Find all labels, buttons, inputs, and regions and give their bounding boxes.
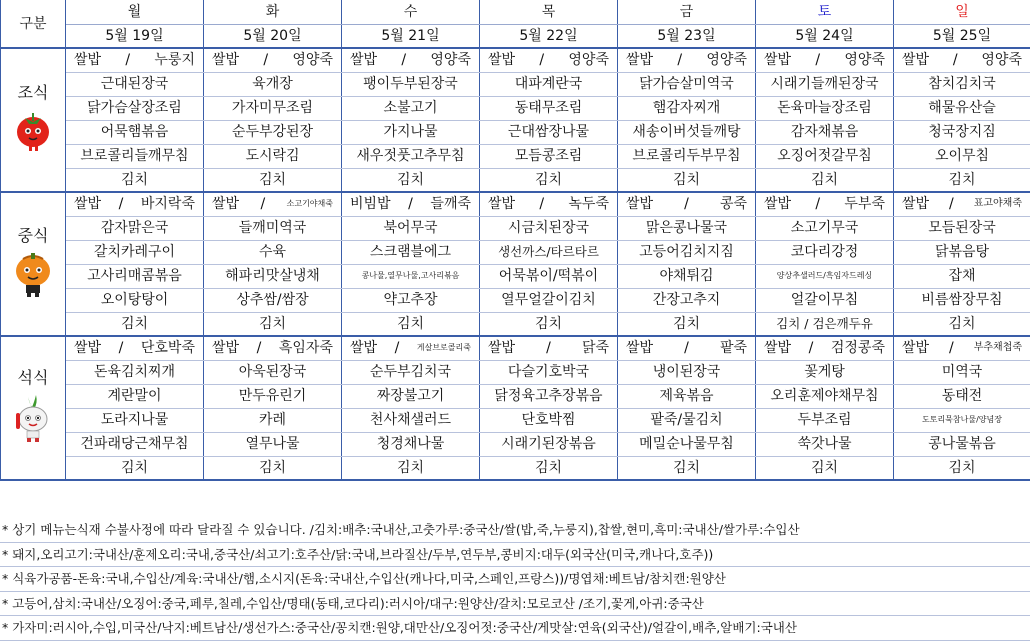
day-fri: 금 bbox=[618, 0, 756, 24]
menu-item: 간장고추지 bbox=[618, 288, 756, 312]
tomato-mascot-icon bbox=[3, 108, 63, 159]
rice-item: 비빔밥 bbox=[350, 196, 391, 213]
menu-row bbox=[1, 360, 1030, 384]
menu-row bbox=[1, 456, 1030, 480]
slash-divider: / bbox=[952, 52, 958, 69]
porridge-item: 부추채첩죽 bbox=[973, 342, 1022, 354]
menu-item: 쑥갓나물 bbox=[756, 432, 894, 456]
porridge-item: 게살브로콜리죽 bbox=[416, 343, 471, 353]
menu-item: 야채튀김 bbox=[618, 264, 756, 288]
menu-item: 도라지나물 bbox=[66, 408, 204, 432]
menu-item: 햄감자찌개 bbox=[618, 96, 756, 120]
day-wed: 수 bbox=[342, 0, 480, 24]
menu-row bbox=[1, 96, 1030, 120]
slash-divider: / bbox=[539, 52, 545, 69]
slash-divider: / bbox=[401, 52, 407, 69]
menu-item: 고사리매콤볶음 bbox=[66, 264, 204, 288]
menu-item: 감자채볶음 bbox=[756, 120, 894, 144]
day-mon: 월 bbox=[66, 0, 204, 24]
menu-item: 새우젓풋고추무침 bbox=[342, 144, 480, 168]
menu-item: 순두부강된장 bbox=[204, 120, 342, 144]
rice-row bbox=[1, 192, 1030, 216]
rice-cell bbox=[66, 336, 204, 360]
menu-item: 김치 bbox=[894, 312, 1030, 336]
date-wed: 5월 21일 bbox=[342, 24, 480, 48]
menu-row bbox=[1, 120, 1030, 144]
slash-divider: / bbox=[263, 52, 269, 69]
menu-item: 김치 bbox=[894, 168, 1030, 192]
date-tue: 5월 20일 bbox=[204, 24, 342, 48]
rice-cell bbox=[204, 336, 342, 360]
menu-item: 도시락김 bbox=[204, 144, 342, 168]
slash-divider: / bbox=[408, 196, 413, 213]
menu-item: 김치 bbox=[894, 456, 1030, 480]
menu-item: 소고기무국 bbox=[756, 216, 894, 240]
menu-item: 해물유산슬 bbox=[894, 96, 1030, 120]
date-thu: 5월 22일 bbox=[480, 24, 618, 48]
menu-item: 맑은콩나물국 bbox=[618, 216, 756, 240]
rice-row bbox=[1, 48, 1030, 72]
rice-cell bbox=[480, 48, 618, 72]
rice-item: 쌀밥 bbox=[74, 196, 102, 213]
slash-divider: / bbox=[677, 52, 683, 69]
rice-item: 쌀밥 bbox=[764, 340, 792, 357]
slash-divider: / bbox=[260, 196, 266, 213]
meal-label-cell bbox=[1, 336, 66, 480]
menu-item: 김치 bbox=[342, 168, 480, 192]
menu-row bbox=[1, 408, 1030, 432]
menu-item: 생선까스/타르타르 bbox=[480, 240, 618, 264]
rice-cell bbox=[894, 336, 1030, 360]
rice-item: 쌀밥 bbox=[488, 52, 516, 69]
rice-cell bbox=[894, 48, 1030, 72]
menu-item: 만두유린기 bbox=[204, 384, 342, 408]
rice-cell bbox=[66, 192, 204, 216]
menu-item: 콩나물,열무나물,고사리볶음 bbox=[342, 264, 480, 288]
rice-item: 쌀밥 bbox=[626, 340, 654, 357]
rice-cell bbox=[756, 336, 894, 360]
date-fri: 5월 23일 bbox=[618, 24, 756, 48]
gubun-header: 구분 bbox=[1, 0, 66, 48]
menu-item: 닭정육고추장볶음 bbox=[480, 384, 618, 408]
menu-row bbox=[1, 240, 1030, 264]
rice-cell bbox=[618, 48, 756, 72]
menu-item: 단호박찜 bbox=[480, 408, 618, 432]
menu-item: 돈육마늘장조림 bbox=[756, 96, 894, 120]
porridge-item: 콩죽 bbox=[719, 196, 747, 213]
rice-item: 쌀밥 bbox=[74, 340, 102, 357]
menu-item: 도토리묵참나물/양념장 bbox=[894, 408, 1030, 432]
porridge-item: 영양죽 bbox=[292, 52, 333, 69]
note-line: * 식육가공품-돈육:국내,수입산/계육:국내산/햄,소시지(돈육:국내산,수입산(캐나다,미국,스페인,프랑스))/명엽채:베트남/참치캔:원양산 bbox=[0, 567, 1030, 592]
porridge-item: 단호박죽 bbox=[140, 340, 195, 357]
menu-item: 천사채샐러드 bbox=[342, 408, 480, 432]
rice-cell bbox=[756, 192, 894, 216]
rice-cell bbox=[66, 48, 204, 72]
slash-divider: / bbox=[125, 52, 131, 69]
menu-item: 잡채 bbox=[894, 264, 1030, 288]
menu-item: 해파리맛살냉채 bbox=[204, 264, 342, 288]
menu-item: 닭가슴살장조림 bbox=[66, 96, 204, 120]
menu-item: 육개장 bbox=[204, 72, 342, 96]
menu-row bbox=[1, 264, 1030, 288]
rice-item: 쌀밥 bbox=[212, 52, 240, 69]
porridge-item: 표고야채죽 bbox=[973, 198, 1022, 210]
menu-item: 감자맑은국 bbox=[66, 216, 204, 240]
menu-item: 브로콜리들깨무침 bbox=[66, 144, 204, 168]
menu-item: 김치 / 검은깨두유 bbox=[756, 312, 894, 336]
rice-cell bbox=[618, 192, 756, 216]
rice-cell bbox=[204, 48, 342, 72]
porridge-item: 영양죽 bbox=[568, 52, 609, 69]
rice-cell bbox=[342, 336, 480, 360]
porridge-item: 영양죽 bbox=[430, 52, 471, 69]
rice-cell bbox=[618, 336, 756, 360]
menu-item: 팥죽/물김치 bbox=[618, 408, 756, 432]
menu-item: 청국장지짐 bbox=[894, 120, 1030, 144]
slash-divider: / bbox=[815, 52, 821, 69]
menu-item: 가지나물 bbox=[342, 120, 480, 144]
rice-row bbox=[1, 336, 1030, 360]
meal-name: 석식 bbox=[17, 367, 49, 387]
menu-item: 열무얼갈이김치 bbox=[480, 288, 618, 312]
menu-item: 김치 bbox=[480, 168, 618, 192]
menu-item: 열무나물 bbox=[204, 432, 342, 456]
porridge-item: 흑임자죽 bbox=[278, 340, 333, 357]
menu-item: 수육 bbox=[204, 240, 342, 264]
note-line: * 가자미:러시아,수입,미국산/낙지:베트남산/생선가스:중국산/꽁치캔:원양,대만산/오징어젓:중국산/게맛살:연육(외국산)/얼갈이,배추,알배기:국내산 bbox=[0, 616, 1030, 641]
meal-name: 중식 bbox=[17, 225, 49, 245]
slash-divider: / bbox=[684, 340, 689, 357]
menu-item: 상추쌈/쌈장 bbox=[204, 288, 342, 312]
menu-item: 다슬기호박국 bbox=[480, 360, 618, 384]
rice-cell bbox=[480, 192, 618, 216]
menu-item: 오리훈제야채무침 bbox=[756, 384, 894, 408]
day-sun: 일 bbox=[894, 0, 1030, 24]
slash-divider: / bbox=[815, 196, 821, 213]
menu-row bbox=[1, 72, 1030, 96]
menu-item: 닭가슴살미역국 bbox=[618, 72, 756, 96]
porridge-item: 닭죽 bbox=[581, 340, 609, 357]
menu-item: 꽃게탕 bbox=[756, 360, 894, 384]
menu-item: 모듬된장국 bbox=[894, 216, 1030, 240]
porridge-item: 녹두죽 bbox=[568, 196, 609, 213]
menu-item: 김치 bbox=[756, 168, 894, 192]
date-sat: 5월 24일 bbox=[756, 24, 894, 48]
menu-item: 고등어김치지짐 bbox=[618, 240, 756, 264]
menu-item: 두부조림 bbox=[756, 408, 894, 432]
porridge-item: 들깨죽 bbox=[430, 196, 471, 213]
notes-section bbox=[0, 518, 1030, 641]
menu-item: 오이무침 bbox=[894, 144, 1030, 168]
menu-item: 모듬콩조림 bbox=[480, 144, 618, 168]
menu-item: 비름쌈장무침 bbox=[894, 288, 1030, 312]
meal-label-cell bbox=[1, 48, 66, 192]
porridge-item: 두부죽 bbox=[844, 196, 885, 213]
menu-item: 동태무조림 bbox=[480, 96, 618, 120]
menu-item: 소불고기 bbox=[342, 96, 480, 120]
menu-item: 갈치카레구이 bbox=[66, 240, 204, 264]
menu-item: 순두부김치국 bbox=[342, 360, 480, 384]
menu-item: 브로콜리두부무침 bbox=[618, 144, 756, 168]
rice-item: 쌀밥 bbox=[350, 52, 378, 69]
radish-mascot-icon bbox=[3, 393, 63, 450]
menu-item: 김치 bbox=[204, 312, 342, 336]
menu-item: 닭볶음탕 bbox=[894, 240, 1030, 264]
menu-item: 아욱된장국 bbox=[204, 360, 342, 384]
menu-row bbox=[1, 288, 1030, 312]
menu-item: 냉이된장국 bbox=[618, 360, 756, 384]
menu-item: 북어무국 bbox=[342, 216, 480, 240]
date-header-row bbox=[1, 24, 1030, 48]
date-sun: 5월 25일 bbox=[894, 24, 1030, 48]
porridge-item: 검정콩죽 bbox=[830, 340, 885, 357]
day-sat: 토 bbox=[756, 0, 894, 24]
menu-item: 김치 bbox=[66, 168, 204, 192]
menu-item: 근대된장국 bbox=[66, 72, 204, 96]
menu-item: 들깨미역국 bbox=[204, 216, 342, 240]
rice-item: 쌀밥 bbox=[212, 196, 240, 213]
rice-item: 쌀밥 bbox=[74, 52, 102, 69]
menu-item: 팽이두부된장국 bbox=[342, 72, 480, 96]
rice-item: 쌀밥 bbox=[902, 340, 930, 357]
rice-item: 쌀밥 bbox=[488, 340, 516, 357]
note-line: * 돼지,오리고기:국내산/훈제오리:국내,중국산/쇠고기:호주산/닭:국내,브라질산/두부,연두부,콩비지:대두(외국산(미국,캐나다,호주)) bbox=[0, 543, 1030, 568]
porridge-item: 누룽지 bbox=[154, 52, 195, 69]
slash-divider: / bbox=[256, 340, 262, 357]
slash-divider: / bbox=[949, 340, 954, 357]
rice-item: 쌀밥 bbox=[212, 340, 240, 357]
menu-item: 어묵햄볶음 bbox=[66, 120, 204, 144]
menu-item: 미역국 bbox=[894, 360, 1030, 384]
rice-cell bbox=[894, 192, 1030, 216]
slash-divider: / bbox=[684, 196, 689, 213]
rice-cell bbox=[342, 192, 480, 216]
menu-item: 콩나물볶음 bbox=[894, 432, 1030, 456]
menu-item: 건파래당근채무침 bbox=[66, 432, 204, 456]
rice-item: 쌀밥 bbox=[626, 196, 654, 213]
menu-item: 근대쌈장나물 bbox=[480, 120, 618, 144]
menu-item: 김치 bbox=[618, 312, 756, 336]
menu-item: 짜장불고기 bbox=[342, 384, 480, 408]
rice-cell bbox=[204, 192, 342, 216]
menu-item: 스크램블에그 bbox=[342, 240, 480, 264]
menu-item: 김치 bbox=[204, 456, 342, 480]
menu-item: 제육볶음 bbox=[618, 384, 756, 408]
menu-item: 시래기된장볶음 bbox=[480, 432, 618, 456]
pumpkin-mascot-icon bbox=[3, 251, 63, 304]
menu-item: 김치 bbox=[342, 456, 480, 480]
date-mon: 5월 19일 bbox=[66, 24, 204, 48]
menu-item: 어묵볶이/떡볶이 bbox=[480, 264, 618, 288]
menu-item: 코다리강정 bbox=[756, 240, 894, 264]
menu-item: 김치 bbox=[204, 168, 342, 192]
rice-cell bbox=[756, 48, 894, 72]
meal-name: 조식 bbox=[17, 82, 49, 102]
menu-item: 얼갈이무침 bbox=[756, 288, 894, 312]
menu-item: 양상추샐러드/흑임자드레싱 bbox=[756, 264, 894, 288]
menu-row bbox=[1, 312, 1030, 336]
menu-item: 김치 bbox=[756, 456, 894, 480]
rice-item: 쌀밥 bbox=[626, 52, 654, 69]
menu-item: 김치 bbox=[618, 456, 756, 480]
slash-divider: / bbox=[808, 340, 814, 357]
menu-item: 오이탕탕이 bbox=[66, 288, 204, 312]
slash-divider: / bbox=[118, 340, 124, 357]
menu-item: 돈육김치찌개 bbox=[66, 360, 204, 384]
slash-divider: / bbox=[546, 340, 551, 357]
menu-item: 계란말이 bbox=[66, 384, 204, 408]
rice-cell bbox=[480, 336, 618, 360]
menu-item: 김치 bbox=[342, 312, 480, 336]
rice-cell bbox=[342, 48, 480, 72]
menu-item: 김치 bbox=[66, 312, 204, 336]
menu-item: 청경채나물 bbox=[342, 432, 480, 456]
slash-divider: / bbox=[539, 196, 545, 213]
menu-item: 대파계란국 bbox=[480, 72, 618, 96]
slash-divider: / bbox=[394, 340, 400, 357]
porridge-item: 소고기야채죽 bbox=[286, 199, 333, 209]
rice-item: 쌀밥 bbox=[488, 196, 516, 213]
menu-item: 오징어젓갈무침 bbox=[756, 144, 894, 168]
slash-divider: / bbox=[118, 196, 124, 213]
slash-divider: / bbox=[949, 196, 954, 213]
menu-item: 약고추장 bbox=[342, 288, 480, 312]
porridge-item: 영양죽 bbox=[844, 52, 885, 69]
note-line: * 상기 메뉴는식재 수불사정에 따라 달라질 수 있습니다. /김치:배추:국내산,고춧가루:중국산/쌀(밥,죽,누룽지),찹쌀,현미,흑미:국내산/쌀가루:수입산 bbox=[0, 518, 1030, 543]
rice-item: 쌀밥 bbox=[350, 340, 378, 357]
note-line: * 고등어,삼치:국내산/오징어:중국,페루,칠레,수입산/명태(동태,코다리):러시아/대구:원양산/갈치:모로코산 /조기,꽃게,아귀:중국산 bbox=[0, 592, 1030, 617]
menu-row bbox=[1, 384, 1030, 408]
menu-row bbox=[1, 168, 1030, 192]
menu-item: 동태전 bbox=[894, 384, 1030, 408]
rice-item: 쌀밥 bbox=[902, 52, 930, 69]
menu-item: 카레 bbox=[204, 408, 342, 432]
menu-item: 시래기들깨된장국 bbox=[756, 72, 894, 96]
menu-item: 가자미무조림 bbox=[204, 96, 342, 120]
menu-item: 김치 bbox=[618, 168, 756, 192]
porridge-item: 팥죽 bbox=[719, 340, 747, 357]
porridge-item: 바지락죽 bbox=[140, 196, 195, 213]
menu-item: 김치 bbox=[480, 456, 618, 480]
menu-row bbox=[1, 432, 1030, 456]
rice-item: 쌀밥 bbox=[764, 196, 792, 213]
day-header-row bbox=[1, 0, 1030, 24]
meal-label-cell bbox=[1, 192, 66, 336]
menu-item: 시금치된장국 bbox=[480, 216, 618, 240]
menu-row bbox=[1, 216, 1030, 240]
menu-item: 김치 bbox=[66, 456, 204, 480]
menu-item: 김치 bbox=[480, 312, 618, 336]
rice-item: 쌀밥 bbox=[902, 196, 930, 213]
menu-item: 참치김치국 bbox=[894, 72, 1030, 96]
menu-row bbox=[1, 144, 1030, 168]
porridge-item: 영양죽 bbox=[981, 52, 1022, 69]
menu-item: 메밀순나물무침 bbox=[618, 432, 756, 456]
rice-item: 쌀밥 bbox=[764, 52, 792, 69]
day-tue: 화 bbox=[204, 0, 342, 24]
porridge-item: 영양죽 bbox=[706, 52, 747, 69]
menu-item: 새송이버섯들깨탕 bbox=[618, 120, 756, 144]
day-thu: 목 bbox=[480, 0, 618, 24]
